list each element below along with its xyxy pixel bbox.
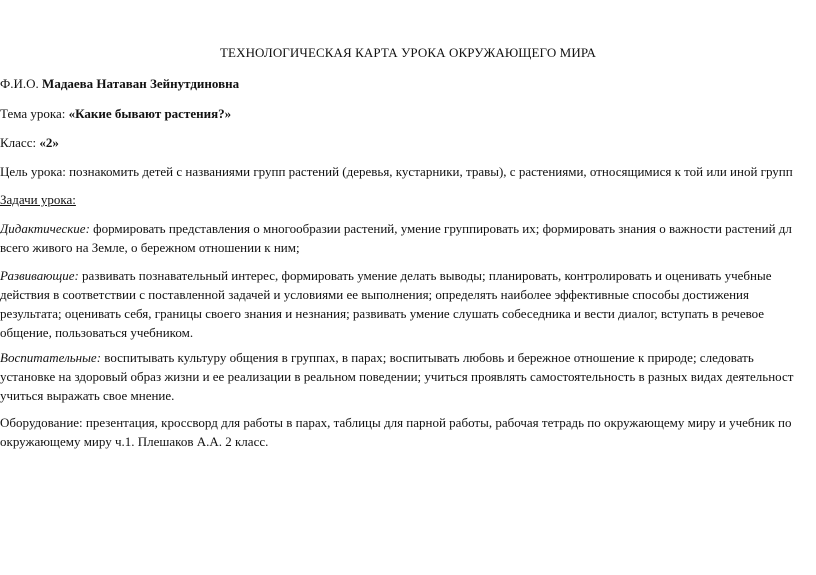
didactic-row-1: [0, 219, 816, 238]
educational-text-2: установке на здоровый образ жизни и ее реализации в реальном поведении; учиться проявлять самостоятельность в разных видах деятельност: [0, 369, 794, 384]
goal-line: Цель урока: познакомить детей с названиями групп растений (деревья, кустарники, травы), с растениями, относящимися к той или иной групп: [0, 164, 793, 179]
fio-label: Ф.И.О.: [0, 76, 39, 91]
developing-text-3: результата; оценивать себя, границы своего знания и незнания; развивать умение слушать собеседника и вести диалог, вступать в речевое: [0, 306, 765, 321]
didactic-text-2: всего живого на Земле, о бережном отношении к ним;: [0, 240, 300, 255]
developing-paragraph: [0, 266, 816, 342]
equipment-text-1: Оборудование: презентация, кроссворд для работы в парах, таблицы для парной работы, рабочая тетрадь по окружающему миру и учебник по: [0, 415, 792, 430]
equipment-paragraph: [0, 413, 816, 451]
developing-text-1: развивать познавательный интерес, формировать умение делать выводы; планировать, контролировать и оценивать учебные: [78, 268, 772, 283]
developing-text-4: общение, пользоваться учебником.: [0, 325, 194, 340]
didactic-paragraph: [0, 219, 816, 257]
document-title: ТЕХНОЛОГИЧЕСКАЯ КАРТА УРОКА ОКРУЖАЮЩЕГО МИРА: [220, 45, 596, 60]
didactic-text-1: формировать представления о многообразии растений, умение группировать их; формировать знания о важности растений дл: [89, 221, 792, 236]
educational-paragraph: [0, 348, 816, 405]
didactic-label: Дидактические:: [0, 221, 90, 236]
developing-label: Развивающие:: [0, 268, 79, 283]
class-value: «2»: [39, 135, 59, 150]
topic-value: «Какие бывают растения?»: [68, 106, 232, 121]
educational-row-1: [0, 348, 816, 367]
class-label: Класс:: [0, 135, 37, 150]
educational-text-3: учиться выражать свое мнение.: [0, 388, 175, 403]
class-line: [0, 134, 59, 152]
topic-label: Тема урока:: [0, 106, 66, 121]
educational-text-1: воспитывать культуру общения в группах, в парах; воспитывать любовь и бережное отношение к природе; следовать: [101, 350, 754, 365]
fio-value: Мадаева Натаван Зейнутдиновна: [42, 76, 240, 91]
tasks-heading: Задачи урока:: [0, 192, 76, 207]
developing-text-2: действия в соответствии с поставленной задачей и условиями ее выполнения; определять наиболее эффективные способы достижения: [0, 287, 749, 302]
educational-label: Воспитательные:: [0, 350, 102, 365]
developing-row-1: [0, 266, 816, 285]
equipment-text-2: окружающему миру ч.1. Плешаков А.А. 2 класс.: [0, 434, 269, 449]
topic-line: [0, 105, 231, 123]
fio-line: [0, 75, 239, 93]
